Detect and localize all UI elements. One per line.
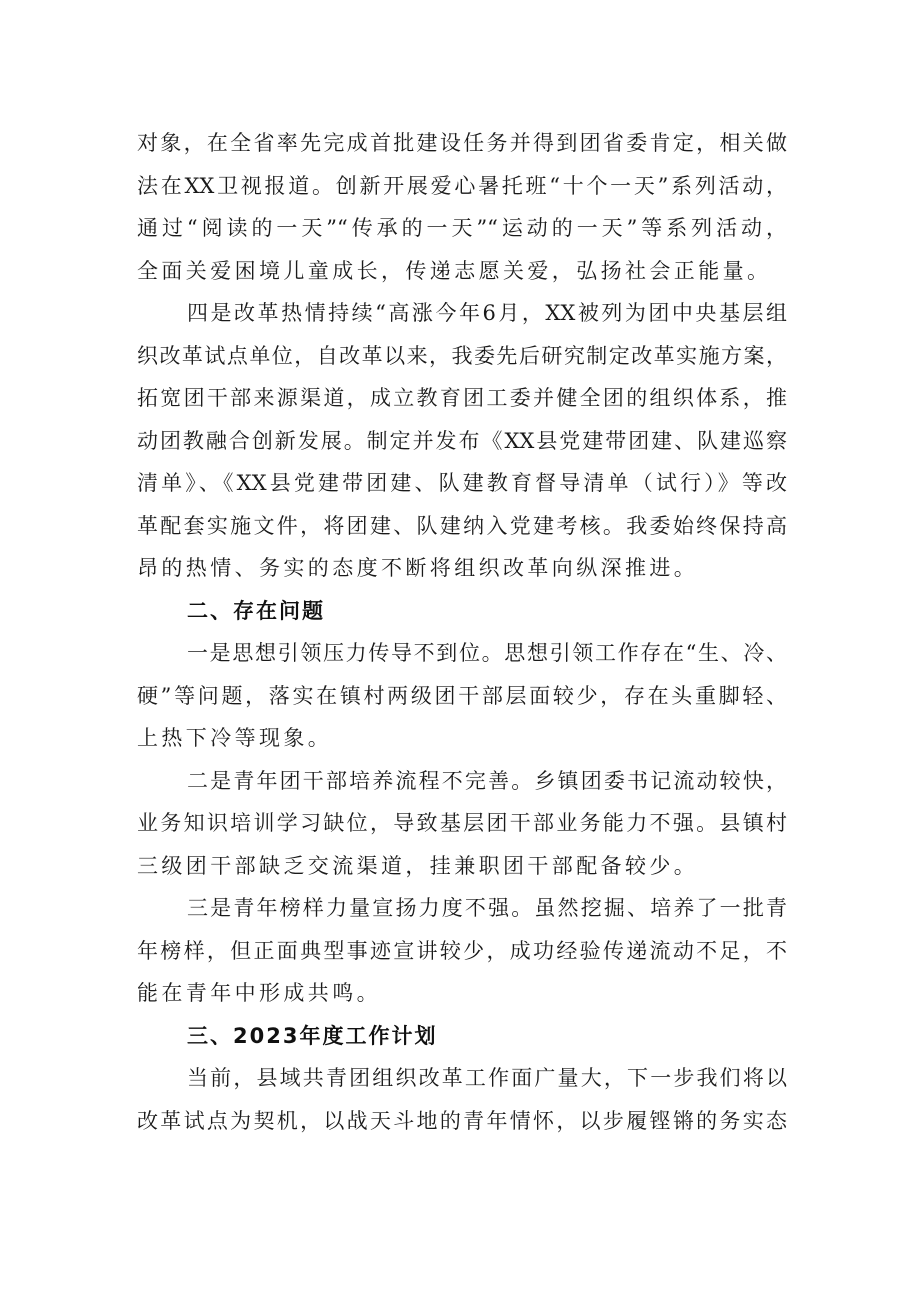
- text-line: 四是改革热情持续“高涨今年6月，XX被列为团中央基层组: [187, 301, 787, 325]
- text-line: 硬”等问题，落实在镇村两级团干部层面较少，存在头重脚轻、: [137, 683, 787, 708]
- text-line: 年榜样，但正面典型事迹宣讲较少，成功经验传递流动不足，不: [137, 938, 787, 963]
- text-line: 织改革试点单位，自改革以来，我委先后研究制定改革实施方案，: [137, 343, 787, 368]
- paragraph-5: [137, 887, 787, 1015]
- text-line: 三级团干部缺乏交流渠道，挂兼职团干部配备较少。: [137, 853, 699, 878]
- text-line: 上热下冷等现象。: [137, 726, 333, 750]
- document-body: [137, 122, 787, 1142]
- text-line: 革配套实施文件，将团建、队建纳入党建考核。我委始终保持高: [137, 513, 787, 538]
- paragraph-1: [137, 122, 787, 292]
- text-line: 业务知识培训学习缺位，导致基层团干部业务能力不强。县镇村: [137, 811, 787, 835]
- text-line: 通过“阅读的一天”“传承的一天”“运动的一天”等系列活动，: [137, 216, 787, 240]
- text-line: 法在XX卫视报道。创新开展爱心暑托班“十个一天”系列活动，: [137, 173, 787, 198]
- text-line: 拓宽团干部来源渠道，成立教育团工委并健全团的组织体系，推: [137, 386, 787, 410]
- text-line: 二是青年团干部培养流程不完善。乡镇团委书记流动较快，: [187, 768, 787, 793]
- section-heading-problems: 二、存在问题: [187, 598, 325, 623]
- text-line: 三是青年榜样力量宣扬力度不强。虽然挖掘、培养了一批青: [187, 896, 787, 920]
- text-line: 一是思想引领压力传导不到位。思想引领工作存在“生、冷、: [187, 641, 787, 665]
- text-line: 改革试点为契机，以战天斗地的青年情怀，以步履铿锵的务实态: [137, 1108, 787, 1133]
- text-line: 当前，县域共青团组织改革工作面广量大，下一步我们将以: [187, 1066, 787, 1090]
- text-line: 能在青年中形成共鸣。: [137, 981, 381, 1005]
- paragraph-4: [137, 760, 787, 888]
- text-line: 清单》、《XX县党建带团建、队建教育督导清单（试行）》等改: [137, 471, 787, 495]
- text-line: 对象，在全省率先完成首批建设任务并得到团省委肯定，相关做: [137, 131, 787, 155]
- text-line: 动团教融合创新发展。制定并发布《XX县党建带团建、队建巡察: [137, 428, 787, 453]
- section-heading-work-plan: 三、2023年度工作计划: [187, 1023, 438, 1048]
- paragraph-2: [137, 292, 787, 590]
- paragraph-6: [137, 1057, 787, 1142]
- paragraph-3: [137, 632, 787, 760]
- text-line: 全面关爱困境儿童成长，传递志愿关爱，弘扬社会正能量。: [137, 258, 772, 283]
- text-line: 昂的热情、务实的态度不断将组织改革向纵深推进。: [137, 556, 699, 580]
